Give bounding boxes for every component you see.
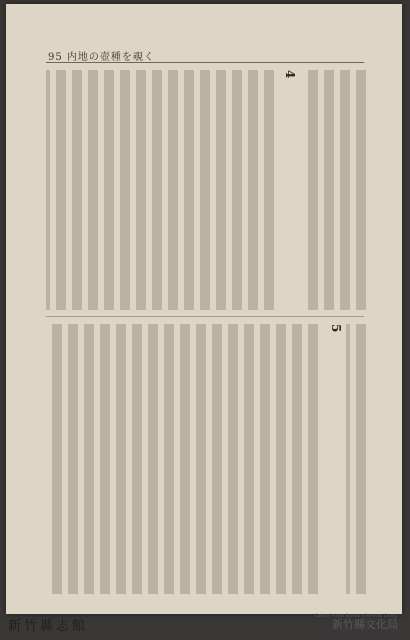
running-title: 内地の壺種を覗く	[66, 52, 155, 63]
archive-watermark: 新竹縣文化局	[332, 618, 398, 631]
section-4-number: 4	[283, 70, 297, 79]
section-4-heading	[278, 70, 298, 310]
section-5-heading	[324, 324, 344, 594]
archive-stamp: 新竹縣志館	[8, 619, 89, 634]
lower-text-block-right	[346, 324, 366, 594]
header-rule	[46, 62, 364, 63]
band-divider	[46, 316, 364, 317]
page-number: 95	[48, 52, 63, 63]
running-head	[48, 48, 155, 63]
book-page	[6, 4, 402, 614]
lower-text-block-left	[46, 324, 318, 594]
section-5-number: 5	[329, 324, 343, 333]
upper-text-block-left	[46, 70, 274, 310]
archive-watermark-english: Cultural Affairs Bureau of Hsinchu County	[314, 613, 398, 618]
upper-text-block-right	[304, 70, 366, 310]
